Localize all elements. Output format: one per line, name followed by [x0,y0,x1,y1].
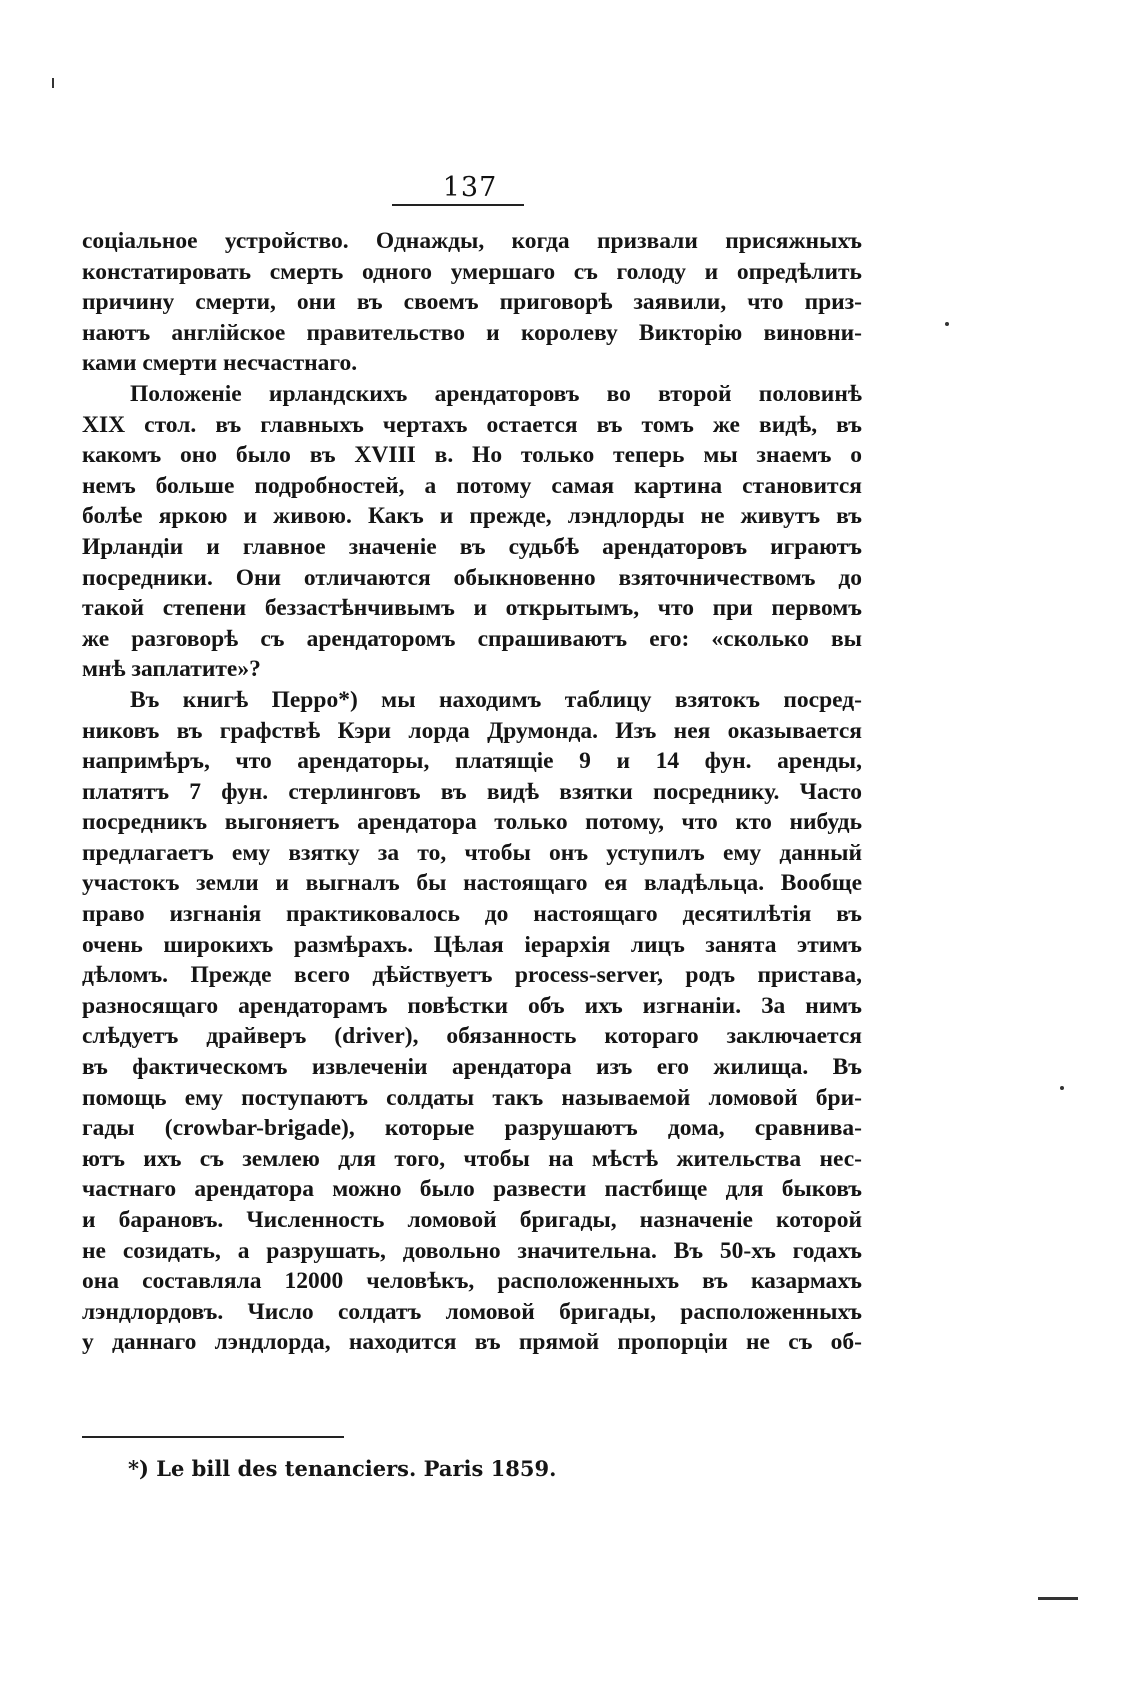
text-line: и барановъ. Численность ломовой бригады, назначеніе которой [82,1207,862,1233]
text-line: констатировать смерть одного умершаго съ голоду и опредѣлить [82,258,862,285]
text-line: очень широкихъ размѣрахъ. Цѣлая іерархія лицъ занята этимъ [82,931,862,958]
text-line: напримѣръ, что арендаторы, платящіе 9 и 14 фун. аренды, [82,748,862,775]
page-number-rule [392,204,524,206]
text-line: лэндлордовъ. Число солдатъ ломовой бригады, расположенныхъ [82,1298,862,1325]
text-line: наютъ англійское правительство и королеву Викторію виновни- [82,319,862,346]
text-line: она составляла 12000 человѣкъ, расположенныхъ въ казармахъ [82,1268,862,1295]
text-line: мнѣ заплатите»? [82,656,261,683]
text-line: посредникъ выгоняетъ арендатора только потому, что кто нибудь [82,809,862,836]
text-line: Положеніе ирландскихъ арендаторовъ во второй половинѣ [130,380,862,407]
margin-speck [52,78,54,88]
page-number: 137 [442,172,498,203]
text-line: помощь ему поступаютъ солдаты такъ называемой ломовой бри- [82,1084,862,1111]
text-line: слѣдуетъ драйверъ (driver), обязанность котораго заключается [82,1023,862,1050]
margin-dash [1038,1597,1078,1600]
text-line: разносящаго арендаторамъ повѣстки объ ихъ изгнаніи. За нимъ [82,992,862,1019]
paragraph [82,379,862,685]
footnote-rule [82,1436,344,1438]
text-line: участокъ земли и выгналъ бы настоящаго ея владѣльца. Вообще [82,870,862,897]
text-line: ютъ ихъ съ землею для того, чтобы на мѣстѣ жительства нес- [82,1145,862,1172]
body-text [82,226,862,1358]
text-line: никовъ въ графствѣ Кэри лорда Друмонда. Изъ нея оказывается [82,717,862,744]
text-line: немъ больше подробностей, а потому самая картина становится [82,472,862,499]
text-line: предлагаетъ ему взятку за то, чтобы онъ уступилъ ему данный [82,839,862,866]
text-line: не созидать, а разрушать, довольно значительна. Въ 50-хъ годахъ [82,1237,862,1264]
text-line: у даннаго лэндлорда, находится въ прямой пропорціи не съ об- [82,1329,862,1356]
text-line: частнаго арендатора можно было развести пастбище для быковъ [82,1176,862,1203]
text-line: ками смерти несчастнаго. [82,350,358,377]
text-line: XIX стол. въ главныхъ чертахъ остается въ томъ же видѣ, въ [82,411,862,438]
text-line: болѣе яркою и живою. Какъ и прежде, лэндлорды не живутъ въ [82,503,862,530]
text-line: гады (crowbar-brigade), которые разрушаютъ дома, сравнива- [82,1115,862,1142]
text-line: въ фактическомъ извлеченіи арендатора изъ его жилища. Въ [82,1054,862,1081]
paragraph [82,226,862,379]
text-line: дѣломъ. Прежде всего дѣйствуетъ process-server, родъ пристава, [82,962,862,989]
text-line: Ирландіи и главное значеніе въ судьбѣ арендаторовъ играютъ [82,533,862,560]
text-line: Въ книгѣ Перро*) мы находимъ таблицу взятокъ посред- [130,686,862,713]
text-line: какомъ оно было въ XVIII в. Но только теперь мы знаемъ о [82,442,862,469]
margin-speck [945,322,949,326]
text-line: такой степени беззастѣнчивымъ и открытымъ, что при первомъ [82,595,862,622]
text-line: соціальное устройство. Однажды, когда призвали присяжныхъ [82,228,862,254]
text-line: посредники. Они отличаются обыкновенно взяточничествомъ до [82,564,862,591]
text-line: же разговорѣ съ арендаторомъ спрашиваютъ его: «сколько вы [82,625,862,652]
text-line: причину смерти, они въ своемъ приговорѣ заявили, что приз- [82,289,862,316]
paragraph [82,685,862,1358]
text-line: платятъ 7 фун. стерлинговъ въ видѣ взятки посреднику. Часто [82,778,862,805]
text-line: право изгнанія практиковалось до настоящаго десятилѣтія въ [82,901,862,928]
footnote: *) Le bill des tenanciers. Paris 1859. [128,1456,557,1481]
margin-speck [1060,1086,1064,1090]
